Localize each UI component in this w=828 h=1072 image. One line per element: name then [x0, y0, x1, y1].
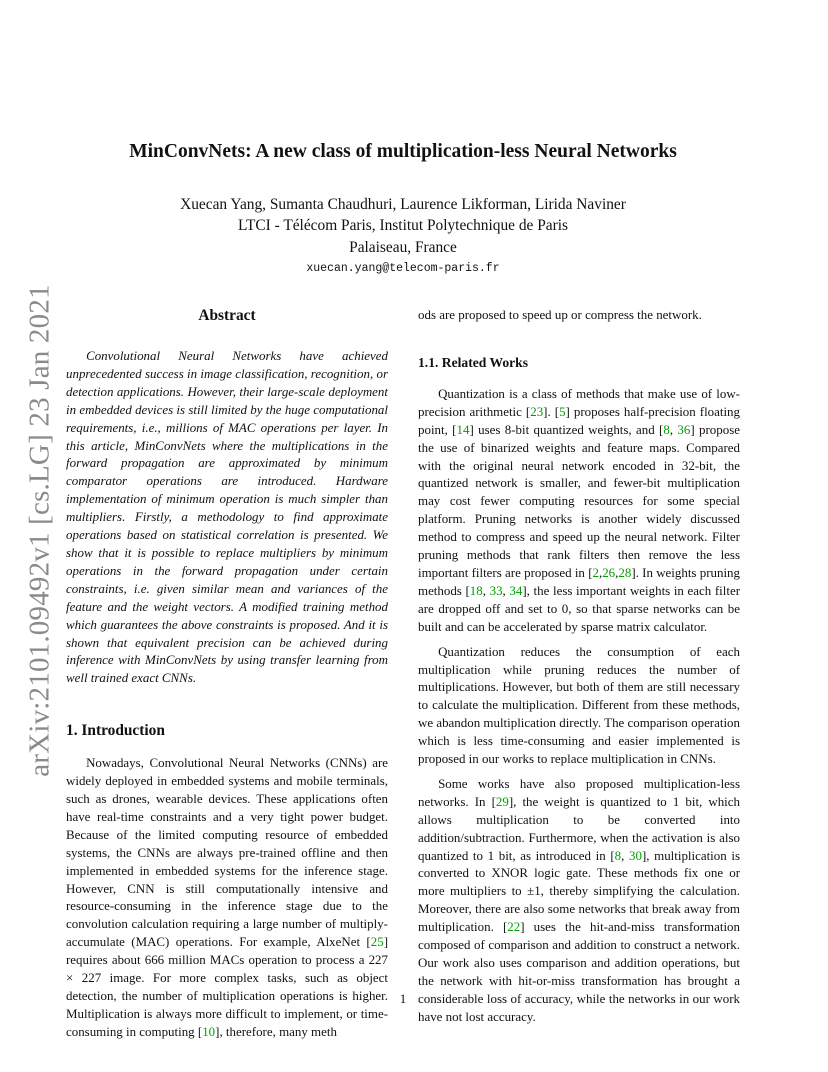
- citation-link[interactable]: 10: [202, 1023, 216, 1039]
- citation-link[interactable]: 30: [629, 847, 642, 863]
- author-affiliation: LTCI - Télécom Paris, Institut Polytechnique de Paris: [238, 217, 568, 235]
- citation-link[interactable]: 14: [456, 421, 470, 437]
- author-block: [0, 194, 806, 280]
- introduction-paragraph: Nowadays, Convolutional Neural Networks (CNNs) are widely deployed in embedded systems and mobile terminals, such as drones, wearable devices. These applications often have real-time constraints and a very tight power budget. Because of the limited computing resource of embedded systems, the CNNs are always pre-trained offline and then implemented in embedded systems for the inference stage. However, CNN is still computationally intensive and resource-consuming in the inference stage due to the convolution calculation requiring a large number of multiply-accumulate (MAC) operations. For example, AlxeNet [25] requires about 666 million MACs operation to process a 227 × 227 image. For more complex tasks, such as object detection, the number of multiplication operations is higher. Multiplication is always more difficult to implement, or time-consuming in computing [10], therefore, many meth: [66, 755, 388, 1039]
- related-works-heading: 1.1. Related Works: [418, 354, 529, 370]
- right-column: [418, 306, 740, 1033]
- citation-link[interactable]: 22: [507, 919, 521, 935]
- citation-link[interactable]: 28: [618, 564, 632, 580]
- author-names: Xuecan Yang, Sumanta Chaudhuri, Laurence Likforman, Lirida Naviner: [180, 196, 626, 213]
- continued-paragraph: ods are proposed to speed up or compress the network.: [418, 307, 702, 322]
- citation-link[interactable]: 26: [602, 564, 616, 580]
- citation-link[interactable]: 36: [677, 421, 691, 437]
- abstract-text: Convolutional Neural Networks have achieved unprecedented success in image classification, recognition, or detection applications. However, their large-scale deployment in embedded devices is still limited by the huge computational requirements, i.e., millions of MAC operations per layer. In this article, MinConvNets where the multiplications in the forward propagation are approximated by minimum comparator operations are introduced. Hardware implementation of minimum operation is much simpler than multipliers. Firstly, a methodology to find approximate operations based on statistical correlation is presented. We show that it is possible to replace multipliers by minimum operations in the forward propagation under certain constraints, i.e. given similar mean and variances of the feature and the weight vectors. A modified training method which guarantees the above constraints is proposed. And it is shown that equivalent precision can be achieved during inference with MinConvNets by using transfer learning from well trained exact CNNs.: [66, 348, 388, 686]
- citation-link[interactable]: 29: [495, 793, 509, 809]
- citation-link[interactable]: 18: [469, 582, 483, 598]
- author-location: Palaiseau, France: [349, 238, 457, 256]
- citation-link[interactable]: 5: [559, 403, 566, 419]
- paper-title: MinConvNets: A new class of multiplication-less Neural Networks: [129, 141, 677, 162]
- abstract-heading: Abstract: [198, 307, 256, 324]
- arxiv-identifier: arXiv:2101.09492v1 [cs.LG] 23 Jan 2021: [23, 283, 56, 777]
- citation-link[interactable]: 2: [592, 564, 599, 580]
- related-works-paragraph-2: Quantization reduces the consumption of each multiplication while pruning reduces the number of multiplications. However, but both of them are still necessary to calculate the multiplication. Different from these methods, we abandon multiplication directly. The comparison operation which is less time-consuming and easier implemented is proposed in our works to replace multiplication in CNNs.: [418, 643, 740, 767]
- citation-link[interactable]: 23: [530, 403, 544, 419]
- related-works-paragraph-3: Some works have also proposed multiplication-less networks. In [29], the weight is quantized to 1 bit, which allows multiplication to be converted into addition/subtraction. Furthermore, when the activation is also quantized to 1 bit, as introduced in [8, 30], multiplication is converted to XNOR logic gate. These methods fix one or more multipliers to ±1, thereby simplifying the calculation. Moreover, there are also some networks that break away from multiplication. [22] uses the hit-and-miss transformation composed of comparison and addition to construct a network. Our work also uses comparison and addition operations, but the network with hit-or-miss transformation has brought a considerable loss of accuracy, while the networks in our work have not lost accuracy.: [418, 775, 740, 1024]
- citation-link[interactable]: 33: [489, 582, 503, 598]
- introduction-heading: 1. Introduction: [66, 722, 165, 740]
- arxiv-side-stamp: [14, 283, 66, 777]
- citation-link[interactable]: 8: [663, 421, 670, 437]
- citation-link[interactable]: 25: [370, 934, 384, 950]
- related-works-paragraph-1: Quantization is a class of methods that make use of low-precision arithmetic [23]. [5] proposes half-precision floating point, [14] uses 8-bit quantized weights, and [8, 36] propose the use of binarized weights and feature maps. Compared with the original neural network encoded in 32-bit, the quantized network is smaller, and fewer-bit multiplication may cost fewer computing resources for some special platform. Pruning networks is another widely discussed method to compress and speed up the neural network. Filter pruning methods that rank filters then remove the less important filters are proposed in [2,26,28]. In weights pruning methods [18, 33, 34], the less important weights in each filter are dropped off and set to 0, so that sparse networks can be built and can be accelerated by sparse matrix calculator.: [418, 385, 741, 634]
- citation-link[interactable]: 8: [614, 847, 622, 863]
- left-column: [66, 306, 388, 1048]
- citation-link[interactable]: 34: [509, 582, 523, 598]
- page-number: 1: [399, 991, 407, 1006]
- author-email: xuecan.yang@telecom-paris.fr: [306, 261, 500, 275]
